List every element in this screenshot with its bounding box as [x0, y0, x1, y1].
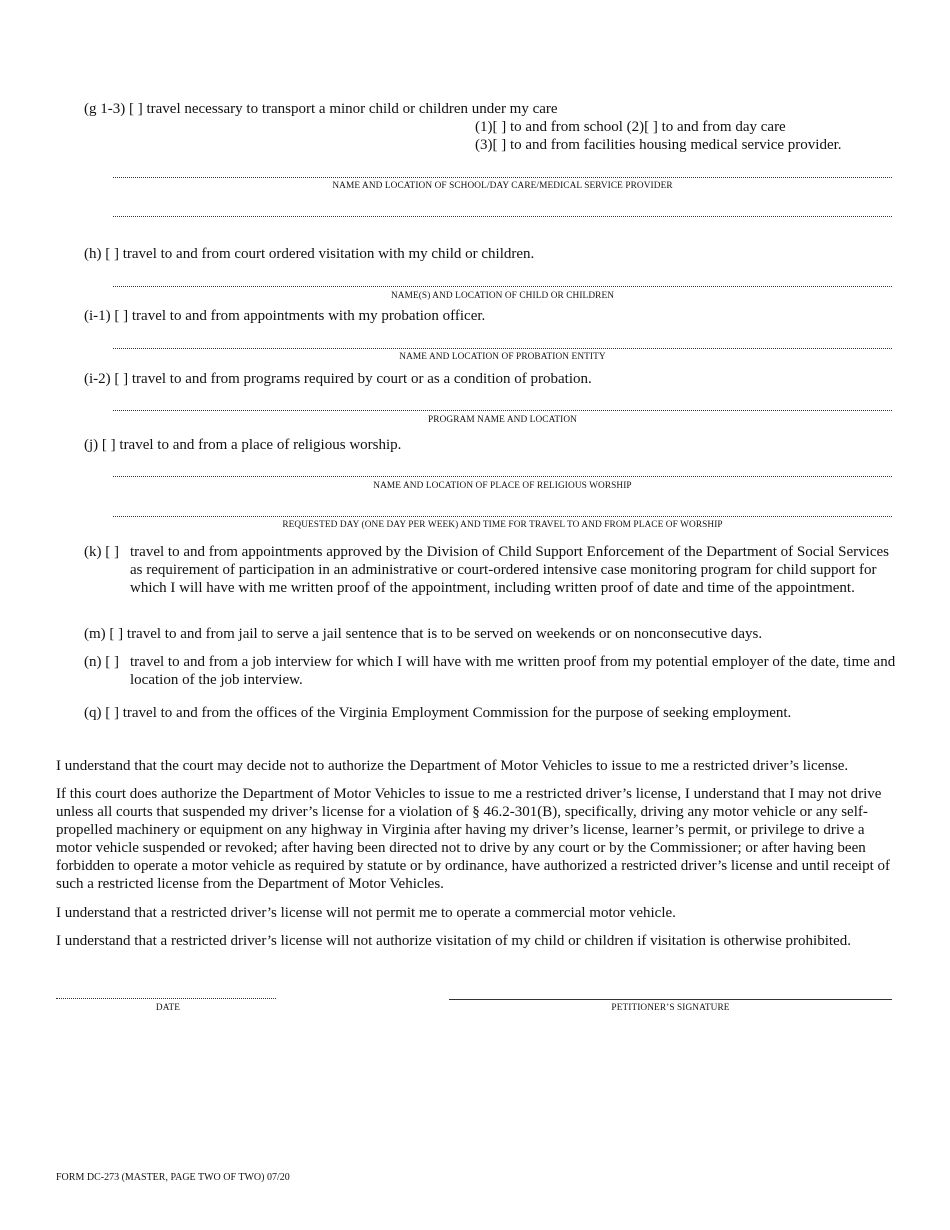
item-h-caption: NAME(S) AND LOCATION OF CHILD OR CHILDREN [390, 291, 615, 301]
item-j-caption-1: NAME AND LOCATION OF PLACE OF RELIGIOUS WORSHIP [373, 481, 632, 491]
date-line[interactable] [56, 998, 276, 999]
item-g-text: (g 1-3) [ ] travel necessary to transport a minor child or children under my care [84, 101, 558, 117]
item-i1-caption: NAME AND LOCATION OF PROBATION ENTITY [399, 352, 606, 362]
item-g-line-1[interactable] [113, 177, 892, 178]
item-j-line-1[interactable] [113, 476, 892, 477]
item-j-caption-2: REQUESTED DAY (ONE DAY PER WEEK) AND TIME FOR TRAVEL TO AND FROM PLACE OF WORSHIP [282, 520, 723, 530]
item-k-text: travel to and from appointments approved by the Division of Child Support Enforcement of the Department of Social Services as requirement of participation in an administrative or court-ordered intensive case monitoring program for child support for which I will have with me written proof of the appointment, including written proof of date and time of the appointment. [130, 544, 889, 596]
item-i2-text: (i-2) [ ] travel to and from programs required by court or as a condition of probation. [84, 371, 592, 387]
item-g-caption: NAME AND LOCATION OF SCHOOL/DAY CARE/MEDICAL SERVICE PROVIDER [332, 181, 673, 191]
item-g-sub-medical: (3)[ ] to and from facilities housing medical service provider. [475, 137, 842, 153]
item-q-text: (q) [ ] travel to and from the offices of the Virginia Employment Commission for the purpose of seeking employment. [84, 705, 792, 721]
statement-visitation: I understand that a restricted driver’s license will not authorize visitation of my child or children if visitation is otherwise prohibited. [56, 933, 851, 949]
statement-commercial-vehicle: I understand that a restricted driver’s license will not permit me to operate a commercial motor vehicle. [56, 905, 676, 921]
signature-label: PETITIONER’S SIGNATURE [611, 1003, 730, 1013]
item-j-line-2[interactable] [113, 516, 892, 517]
item-n-text: travel to and from a job interview for which I will have with me written proof from my potential employer of the date, time and location of the job interview. [130, 654, 896, 688]
item-i1-line[interactable] [113, 348, 892, 349]
statement-court-decision: I understand that the court may decide not to authorize the Department of Motor Vehicles to issue to me a restricted driver’s license. [56, 758, 849, 774]
date-label: DATE [155, 1003, 181, 1013]
item-k-label: (k) [ ] [84, 544, 119, 560]
item-h-text: (h) [ ] travel to and from court ordered visitation with my child or children. [84, 246, 535, 262]
item-m-text: (m) [ ] travel to and from jail to serve a jail sentence that is to be served on weekends or on nonconsecutive days. [84, 626, 763, 642]
item-h-line[interactable] [113, 286, 892, 287]
item-i2-caption: PROGRAM NAME AND LOCATION [428, 415, 577, 425]
item-g-sub-school-daycare: (1)[ ] to and from school (2)[ ] to and from day care [475, 119, 786, 135]
item-i2-line[interactable] [113, 410, 892, 411]
statement-authorization: If this court does authorize the Department of Motor Vehicles to issue to me a restricted driver’s license, I understand that I may not drive unless all courts that suspended my driver’s license for a violation of § 46.2-301(B), specifically, driving any motor vehicle or any self-propelled machinery or equipment on any highway in Virginia after having my driver’s license, learner’s permit, or privilege to drive a motor vehicle suspended or revoked; after having been directed not to drive by any court or by the Commissioner; or after having been forbidden to operate a motor vehicle as required by statute or by ordinance, have authorized a restricted driver’s license and until receipt of such a restricted license from the Department of Motor Vehicles. [56, 786, 890, 892]
item-j-text: (j) [ ] travel to and from a place of religious worship. [84, 437, 402, 453]
form-id: FORM DC-273 (MASTER, PAGE TWO OF TWO) 07/20 [56, 1172, 290, 1183]
item-n-label: (n) [ ] [84, 654, 119, 670]
item-i1-text: (i-1) [ ] travel to and from appointments with my probation officer. [84, 308, 486, 324]
item-g-line-2[interactable] [113, 216, 892, 217]
signature-line[interactable] [449, 999, 892, 1000]
